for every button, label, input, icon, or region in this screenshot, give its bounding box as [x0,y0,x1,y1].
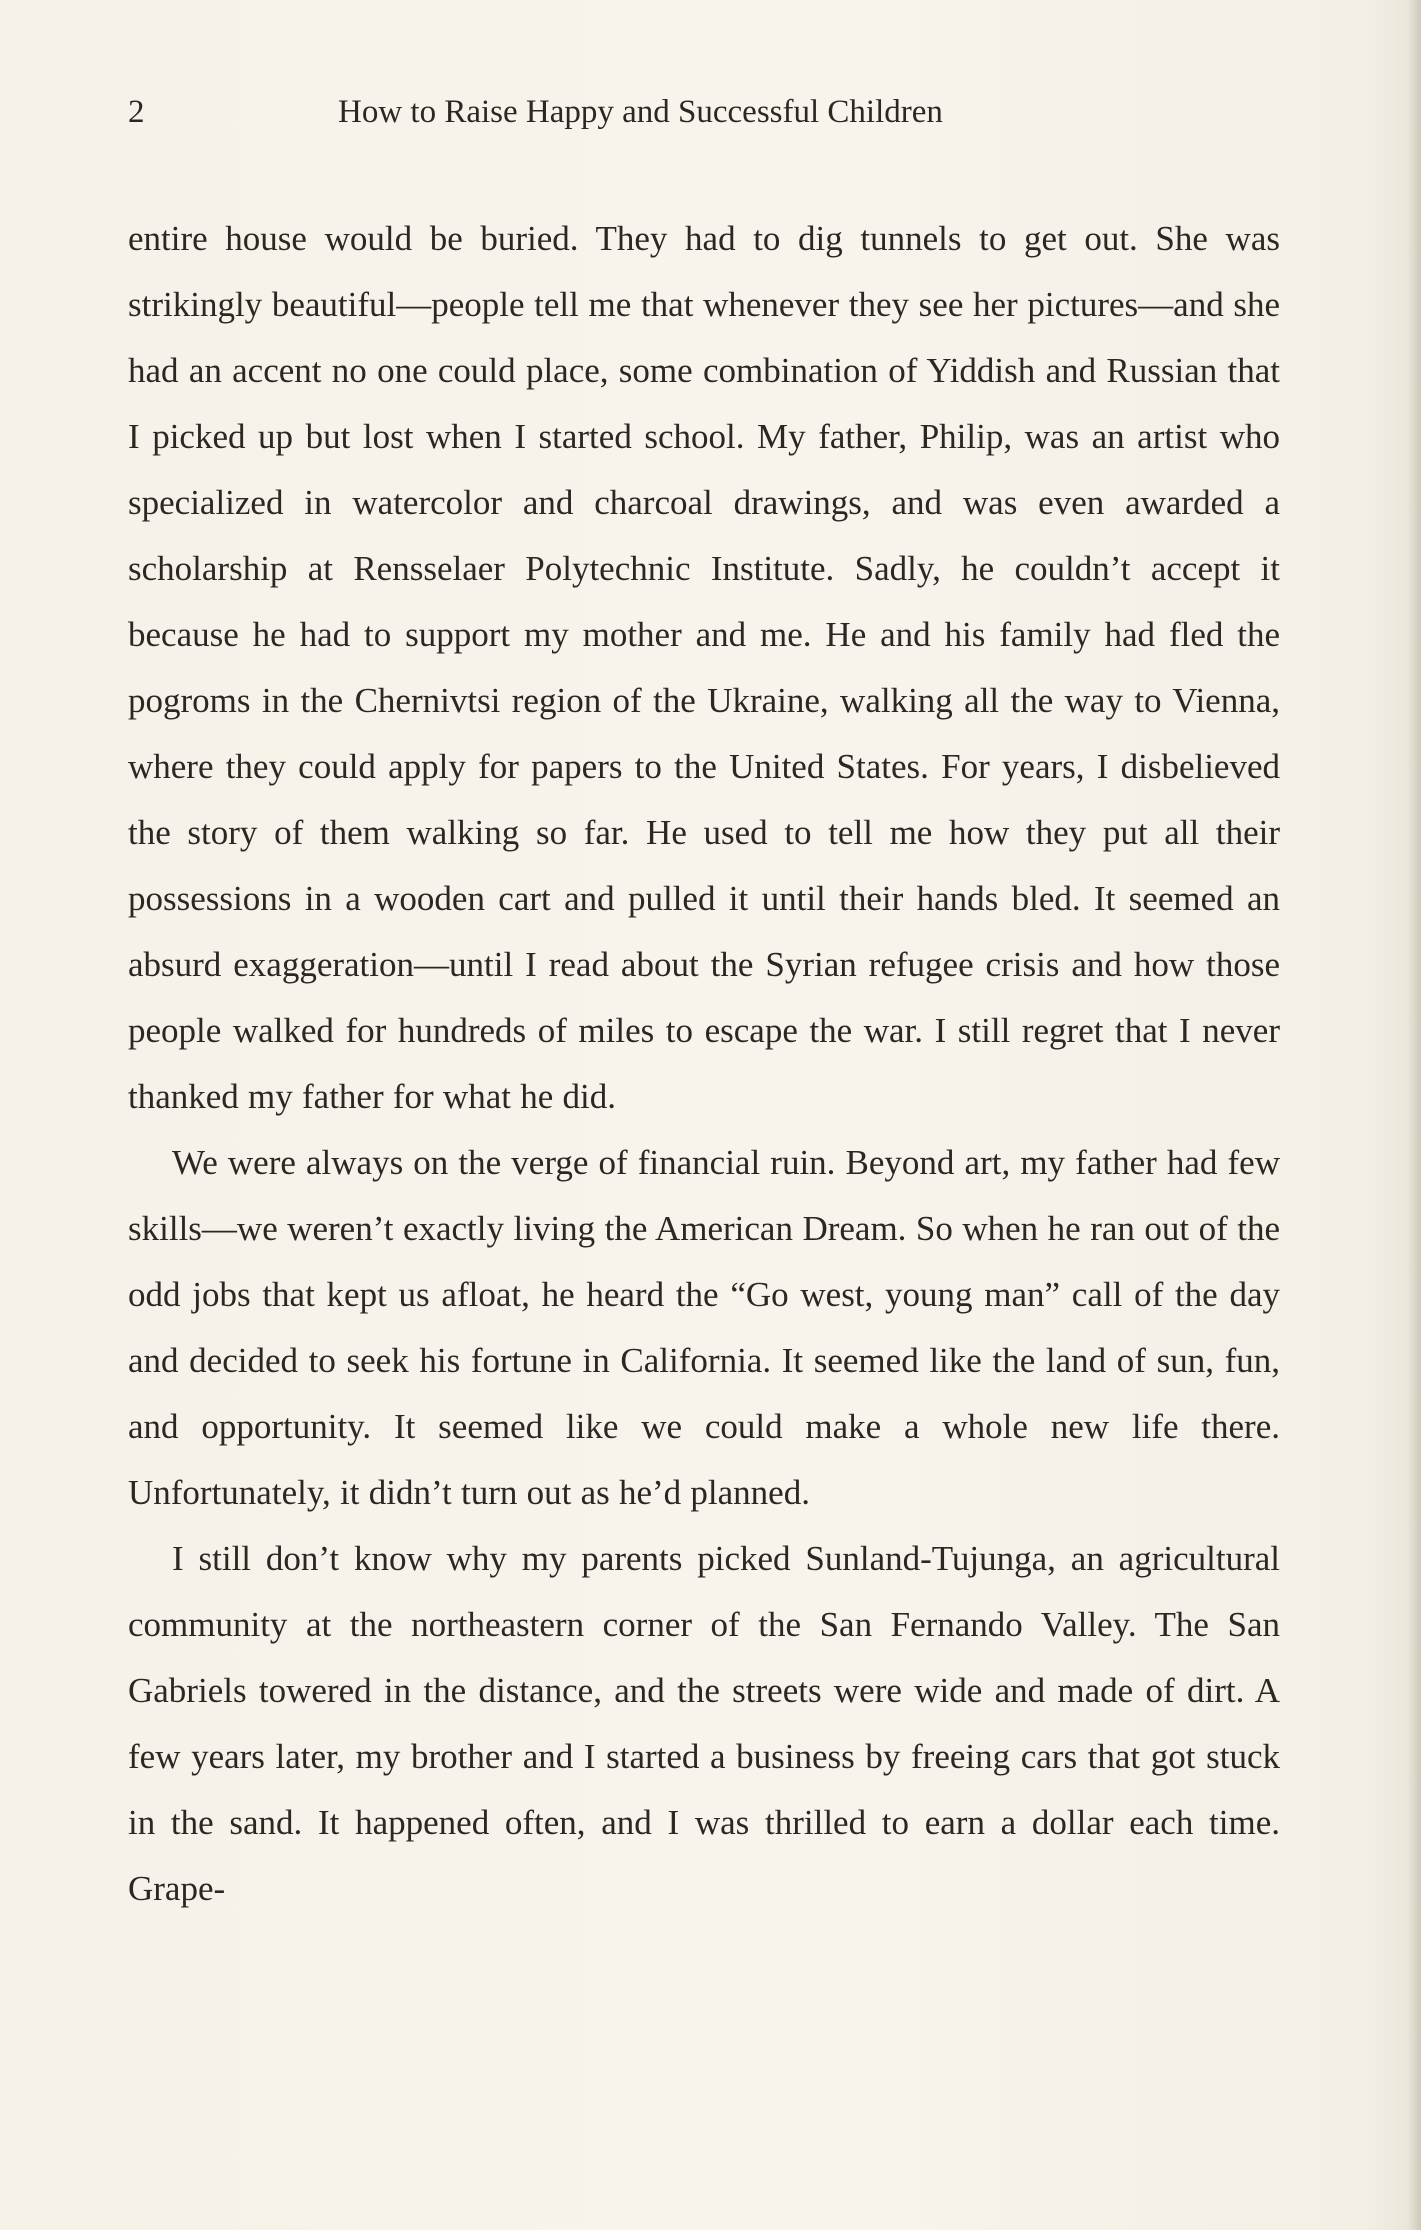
paragraph-financial-ruin: We were always on the verge of financial ruin. Beyond art, my father had few skills—we weren’t exactly living the American Dream. So when he ran out of the odd jobs that kept us afloat, he heard the “Go west, young man” call of the day and decided to seek his fortune in California. It seemed like the land of sun, fun, and opportunity. It seemed like we could make a whole new life there. Unfortunately, it didn’t turn out as he’d planned. [128,1143,1280,1512]
book-title: How to Raise Happy and Successful Children [338,94,943,130]
running-head [128,90,1280,134]
paragraph-continuation: entire house would be buried. They had to dig tunnels to get out. She was strikingly beautiful—people tell me that whenever they see her pictures—and she had an accent no one could place, some combination of Yiddish and Russian that I picked up but lost when I started school. My father, Philip, was an artist who specialized in watercolor and charcoal drawings, and was even awarded a scholarship at Rensselaer Polytechnic Institute. Sadly, he couldn’t accept it because he had to support my mother and me. He and his family had fled the pogroms in the Chernivtsi region of the Ukraine, walking all the way to Vienna, where they could apply for papers to the United States. For years, I disbelieved the story of them walking so far. He used to tell me how they put all their possessions in a wooden cart and pulled it until their hands bled. It seemed an absurd exaggeration—until I read about the Syrian refugee crisis and how those people walked for hundreds of miles to escape the war. I still regret that I never thanked my father for what he did. [128,219,1280,1116]
body-text [128,206,1280,1922]
paragraph-sunland-tujunga: I still don’t know why my parents picked Sunland-Tujunga, an agricultural community at the northeastern corner of the San Fernando Valley. The San Gabriels towered in the distance, and the streets were wide and made of dirt. A few years later, my brother and I started a business by freeing cars that got stuck in the sand. It happened often, and I was thrilled to earn a dollar each time. Grape- [128,1539,1280,1908]
page-number: 2 [128,94,145,130]
page-edge-shadow [1407,0,1421,2230]
